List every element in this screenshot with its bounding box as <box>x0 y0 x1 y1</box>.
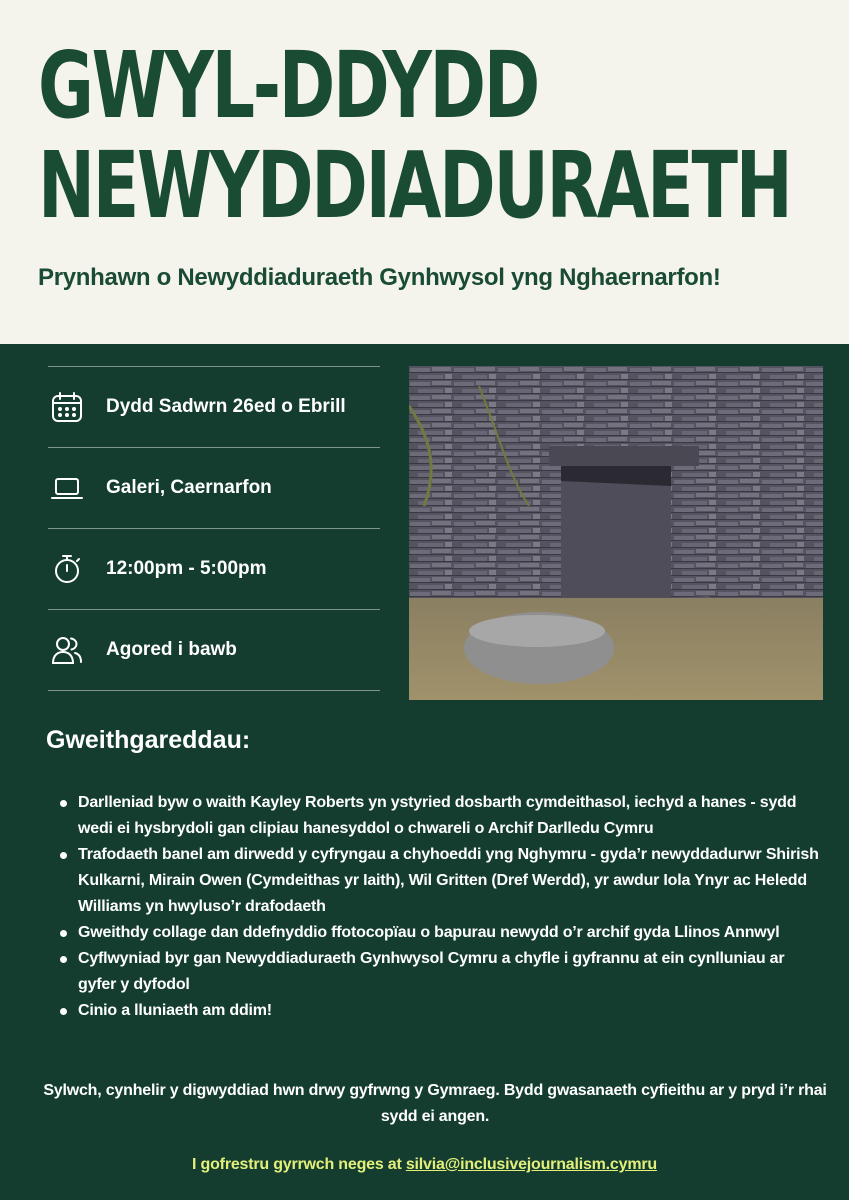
language-notice: Sylwch, cynhelir y digwyddiad hwn drwy gyfrwng y Gymraeg. Bydd gwasanaeth cyfieithu ar y pryd i’r rhai sydd ei angen. <box>43 1082 827 1125</box>
event-title <box>38 32 791 239</box>
list-item: Cyflwyniad byr gan Newyddiaduraeth Gynhwysol Cymru a chyfle i gyfrannu at ein cynlluniau ar gyfer y dyfodol <box>56 946 826 998</box>
people-icon <box>50 633 84 667</box>
list-item: Cinio a lluniaeth am ddim! <box>56 998 826 1024</box>
registration-line <box>0 1156 849 1174</box>
event-title-line-1: GWYL-DDYDD <box>38 32 539 139</box>
list-item: Darlleniad byw o waith Kayley Roberts yn ystyried dosbarth cymdeithasol, iechyd a hanes - sydd wedi ei hysbrydoli gan clipiau hanesyddol o chwareli o Archif Darlledu Cymru <box>56 790 826 842</box>
detail-venue-text: Galeri, Caernarfon <box>106 477 272 498</box>
event-title-line-2: NEWYDDIADURAETH <box>38 132 791 239</box>
registration-email-link[interactable]: silvia@inclusivejournalism.cymru <box>405 1156 657 1173</box>
detail-time-text: 12:00pm - 5:00pm <box>106 558 267 579</box>
detail-date <box>48 367 380 448</box>
detail-time <box>48 529 380 610</box>
registration-prefix: I gofrestru gyrrwch neges at <box>192 1156 406 1173</box>
detail-audience-text: Agored i bawb <box>106 639 237 660</box>
calendar-icon <box>50 390 84 424</box>
header-banner <box>0 0 849 344</box>
list-item: Trafodaeth banel am dirwedd y cyfryngau a chyhoeddi yng Nghymru - gyda’r newyddadurwr Shirish Kulkarni, Mirain Owen (Cymdeithas yr Iaith), Wil Gritten (Dref Werdd), yr awdur Iola Ynyr ac Heledd Williams yn hwyluso’r drafodaeth <box>56 842 826 920</box>
laptop-icon <box>50 471 84 505</box>
event-subtitle: Prynhawn o Newyddiaduraeth Gynhwysol yng Nghaernarfon! <box>38 264 721 291</box>
list-item: Gweithdy collage dan ddefnyddio ffotocopïau o bapurau newydd o’r archif gyda Llinos Annwyl <box>56 920 826 946</box>
detail-audience <box>48 610 380 691</box>
slate-quarry-photo <box>409 366 823 700</box>
activities-heading: Gweithgareddau: <box>46 726 251 754</box>
detail-venue <box>48 448 380 529</box>
detail-date-text: Dydd Sadwrn 26ed o Ebrill <box>106 396 346 417</box>
event-details <box>48 366 380 691</box>
activities-list <box>56 790 826 1024</box>
stopwatch-icon <box>50 552 84 586</box>
